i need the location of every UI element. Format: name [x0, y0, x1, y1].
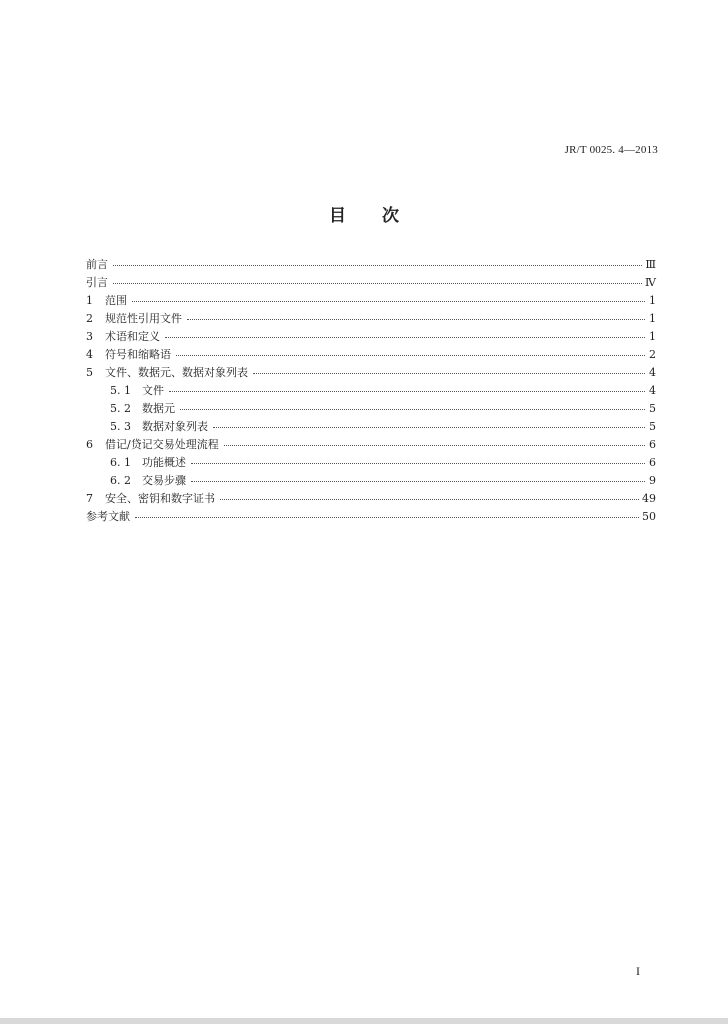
toc-entry-bibliography[interactable]: [86, 508, 656, 526]
toc-entry-label: 借记/贷记交易处理流程: [105, 438, 219, 451]
toc-entry-5-2[interactable]: [86, 400, 656, 418]
toc-entry-page: 5: [649, 402, 656, 415]
toc-entry-page: 9: [649, 474, 656, 487]
toc-entry-page: 1: [649, 294, 656, 307]
toc-entry-number: 5. 1: [110, 384, 131, 397]
toc-entry-label: 术语和定义: [105, 330, 160, 343]
toc-entry-number: 6. 1: [110, 456, 131, 469]
toc-entry-page: 2: [649, 348, 656, 361]
toc-leader-dots: [187, 318, 645, 320]
toc-entry-page: 1: [649, 330, 656, 343]
toc-entry-page: 50: [642, 510, 656, 523]
toc-entry-7[interactable]: [86, 490, 656, 508]
toc-entry-6-1[interactable]: [86, 454, 656, 472]
toc-leader-dots: [169, 390, 645, 392]
toc-leader-dots: [224, 444, 645, 446]
toc-entry-label: 符号和缩略语: [105, 348, 171, 361]
table-of-contents: [86, 256, 656, 526]
toc-entry-label: 安全、密钥和数字证书: [105, 492, 215, 505]
toc-leader-dots: [220, 498, 639, 500]
toc-leader-dots: [191, 480, 645, 482]
toc-entry-3[interactable]: [86, 328, 656, 346]
toc-entry-label: 交易步骤: [142, 474, 186, 487]
toc-entry-number: 7: [86, 492, 93, 505]
toc-leader-dots: [176, 354, 645, 356]
toc-entry-label: 数据元: [142, 402, 175, 415]
toc-entry-page: 5: [649, 420, 656, 433]
toc-entry-number: 2: [86, 312, 93, 325]
toc-entry-label: 文件、数据元、数据对象列表: [105, 366, 248, 379]
toc-entry-number: 5. 2: [110, 402, 131, 415]
toc-entry-page: 1: [649, 312, 656, 325]
toc-entry-label: 参考文献: [86, 510, 130, 523]
toc-entry-page: Ⅲ: [645, 258, 656, 271]
toc-entry-number: 1: [86, 294, 93, 307]
toc-entry-6-2[interactable]: [86, 472, 656, 490]
toc-entry-1[interactable]: [86, 292, 656, 310]
toc-entry-5-3[interactable]: [86, 418, 656, 436]
toc-leader-dots: [132, 300, 645, 302]
toc-entry-introduction[interactable]: [86, 274, 656, 292]
toc-leader-dots: [191, 462, 645, 464]
toc-leader-dots: [253, 372, 645, 374]
toc-leader-dots: [180, 408, 645, 410]
toc-entry-label: 前言: [86, 258, 108, 271]
toc-entry-page: 6: [649, 438, 656, 451]
toc-entry-label: 范围: [105, 294, 127, 307]
toc-title: 目次: [329, 206, 435, 226]
toc-leader-dots: [135, 516, 639, 518]
toc-entry-label: 文件: [142, 384, 164, 397]
toc-entry-4[interactable]: [86, 346, 656, 364]
toc-leader-dots: [213, 426, 645, 428]
toc-entry-6[interactable]: [86, 436, 656, 454]
toc-leader-dots: [113, 264, 642, 266]
toc-entry-5-1[interactable]: [86, 382, 656, 400]
toc-entry-label: 引言: [86, 276, 108, 289]
scan-edge-band: [0, 1018, 728, 1024]
toc-entry-number: 3: [86, 330, 93, 343]
toc-entry-number: 6. 2: [110, 474, 131, 487]
toc-entry-label: 功能概述: [142, 456, 186, 469]
toc-entry-foreword[interactable]: [86, 256, 656, 274]
standard-code: JR/T 0025. 4—2013: [564, 144, 658, 156]
toc-entry-number: 6: [86, 438, 93, 451]
toc-entry-page: Ⅳ: [645, 276, 656, 289]
toc-entry-number: 4: [86, 348, 93, 361]
toc-entry-label: 规范性引用文件: [105, 312, 182, 325]
toc-leader-dots: [113, 282, 642, 284]
page-number: I: [636, 964, 640, 978]
toc-entry-page: 49: [642, 492, 656, 505]
toc-entry-number: 5. 3: [110, 420, 131, 433]
toc-entry-page: 4: [649, 366, 656, 379]
toc-entry-2[interactable]: [86, 310, 656, 328]
toc-leader-dots: [165, 336, 645, 338]
toc-entry-number: 5: [86, 366, 93, 379]
toc-entry-page: 4: [649, 384, 656, 397]
toc-entry-5[interactable]: [86, 364, 656, 382]
toc-entry-label: 数据对象列表: [142, 420, 208, 433]
toc-entry-page: 6: [649, 456, 656, 469]
